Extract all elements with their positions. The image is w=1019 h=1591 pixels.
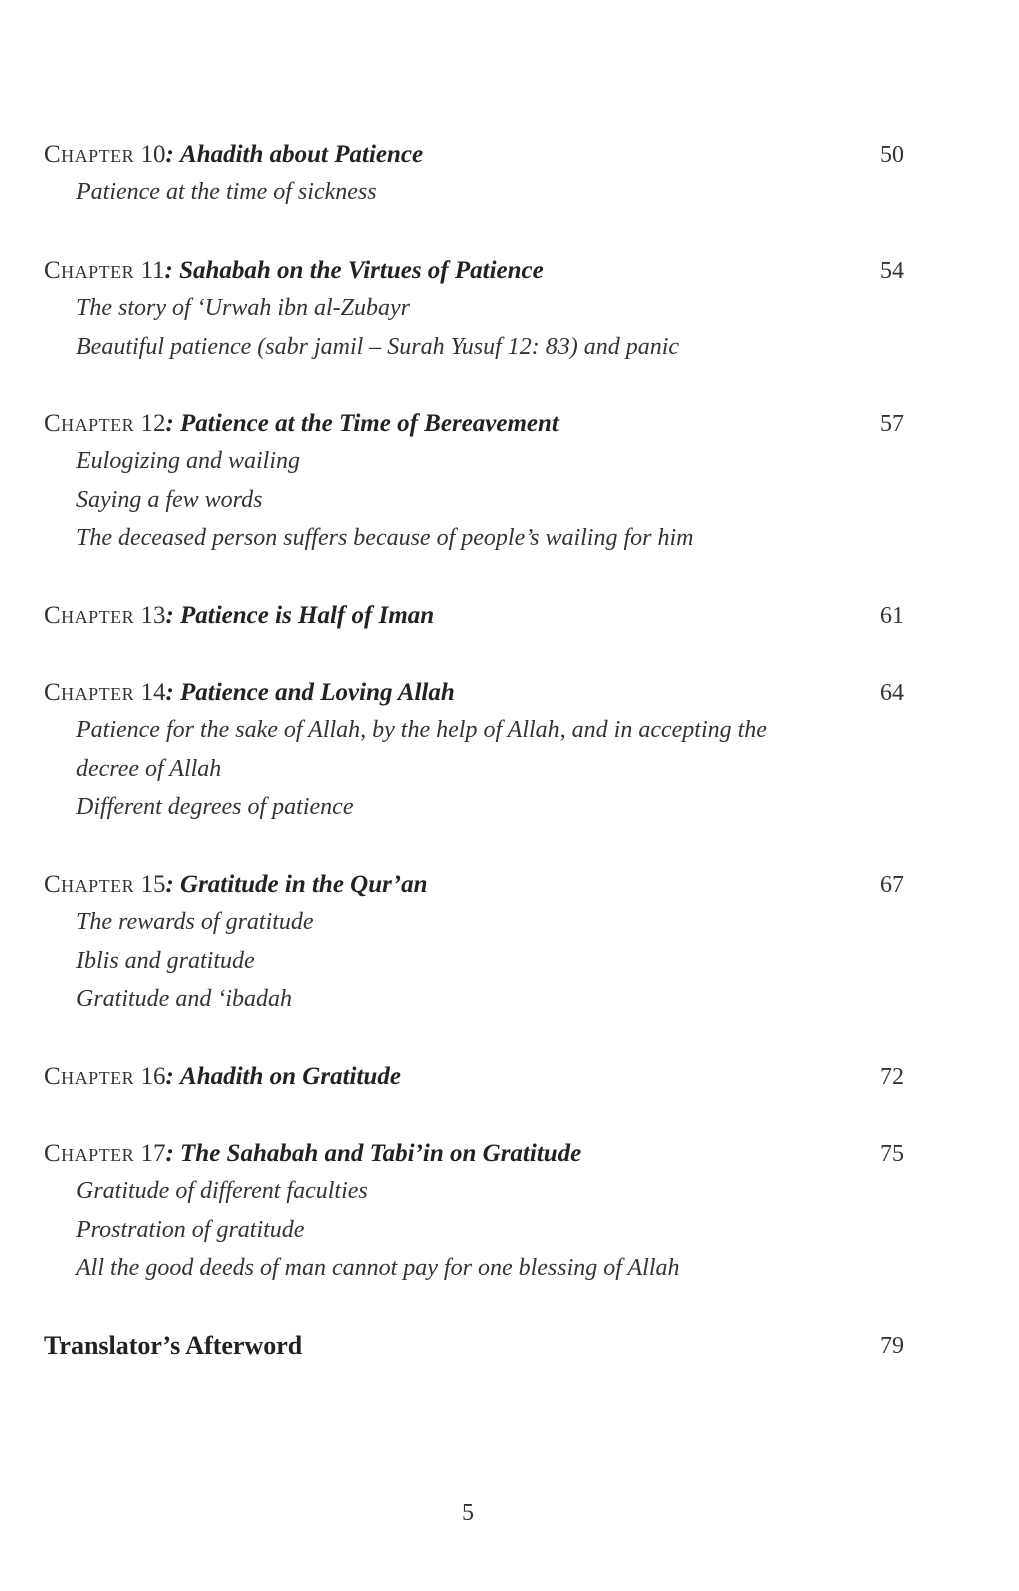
page-number: 57 (880, 411, 904, 437)
page-number: 64 (880, 680, 904, 706)
subtopic: The story of ‘Urwah ibn al-Zubayr (76, 295, 411, 321)
toc-entry-chapter-14 (44, 675, 904, 867)
toc-entry-chapter-12 (44, 406, 904, 598)
chapter-heading: Chapter 10: Ahadith about Patience 50 (44, 137, 904, 173)
subtopic: All the good deeds of man cannot pay for one blessing of Allah (76, 1255, 680, 1281)
chapter-heading: Chapter 13: Patience is Half of Iman 61 (44, 598, 904, 634)
chapter-number: 14 (140, 679, 166, 706)
toc-entry-chapter-16 (44, 1059, 904, 1136)
chapter-number: 12 (140, 410, 166, 437)
chapter-label: Chapter (44, 679, 135, 706)
chapter-heading: Chapter 12: Patience at the Time of Bereavement 57 (44, 406, 904, 442)
chapter-label: Chapter (44, 141, 135, 168)
subtopic: Saying a few words (76, 486, 263, 513)
chapter-number: 10 (140, 141, 166, 168)
subtopic: The deceased person suffers because of people’s wailing for him (76, 525, 694, 551)
page-number: 61 (880, 603, 904, 629)
subtopic: Patience for the sake of Allah, by the help of Allah, and in accepting the decree of Allah (76, 717, 767, 782)
chapter-title: Ahadith about Patience (180, 141, 424, 168)
chapter-number: 16 (140, 1063, 166, 1090)
chapter-heading: Chapter 14: Patience and Loving Allah 64 (44, 675, 904, 711)
subtopic: Patience at the time of sickness (76, 179, 377, 205)
page-number: 72 (880, 1064, 904, 1090)
chapter-number: 11 (140, 257, 165, 284)
chapter-title: Gratitude in the Qur’an (180, 871, 428, 898)
toc-entry-afterword (44, 1328, 904, 1368)
toc-entry-chapter-17 (44, 1136, 904, 1328)
chapter-heading: Chapter 17: The Sahabah and Tabi’in on Gratitude 75 (44, 1136, 904, 1172)
afterword-heading (44, 1328, 904, 1364)
chapter-title: Ahadith on Gratitude (180, 1063, 401, 1090)
subtopic: Iblis and gratitude (76, 947, 255, 974)
chapter-title: Patience is Half of Iman (180, 602, 435, 629)
chapter-title: Patience at the Time of Bereavement (180, 410, 559, 437)
chapter-label: Chapter (44, 1063, 135, 1090)
subtopic: Different degrees of patience (76, 794, 354, 820)
chapter-heading: Chapter 11: Sahabah on the Virtues of Patience 54 (44, 253, 904, 289)
toc-entry-chapter-13 (44, 598, 904, 675)
chapter-title: The Sahabah and Tabi’in on Gratitude (180, 1140, 582, 1167)
page-number: 50 (880, 142, 904, 168)
subtopic: Prostration of gratitude (76, 1216, 305, 1243)
chapter-number: 17 (140, 1140, 166, 1167)
subtopic: Beautiful patience (sabr jamil – Surah Yusuf 12: 83) and panic (76, 333, 680, 360)
page-number: 75 (880, 1141, 904, 1167)
chapter-title: Patience and Loving Allah (180, 679, 455, 706)
chapter-title: Sahabah on the Virtues of Patience (179, 257, 544, 284)
subtopic: The rewards of gratitude (76, 909, 314, 935)
folio-page-number: 5 (462, 1500, 474, 1526)
chapter-number: 13 (140, 602, 166, 629)
toc-entry-chapter-10 (44, 137, 904, 253)
chapter-label: Chapter (44, 871, 135, 898)
subtopic: Gratitude of different faculties (76, 1178, 368, 1204)
chapter-label: Chapter (44, 257, 135, 284)
toc-entry-chapter-11 (44, 253, 904, 406)
subtopic: Gratitude and ‘ibadah (76, 986, 292, 1012)
page-number: 79 (880, 1333, 904, 1359)
table-of-contents (44, 137, 904, 1368)
page-number: 54 (880, 258, 904, 284)
afterword-title: Translator’s Afterword (44, 1331, 303, 1360)
chapter-label: Chapter (44, 602, 135, 629)
chapter-number: 15 (140, 871, 166, 898)
subtopic: Eulogizing and wailing (76, 448, 301, 474)
chapter-label: Chapter (44, 410, 135, 437)
chapter-heading: Chapter 15: Gratitude in the Qur’an 67 (44, 867, 904, 903)
chapter-label: Chapter (44, 1140, 135, 1167)
page-number: 67 (880, 872, 904, 898)
toc-entry-chapter-15 (44, 867, 904, 1059)
chapter-heading: Chapter 16: Ahadith on Gratitude 72 (44, 1059, 904, 1095)
